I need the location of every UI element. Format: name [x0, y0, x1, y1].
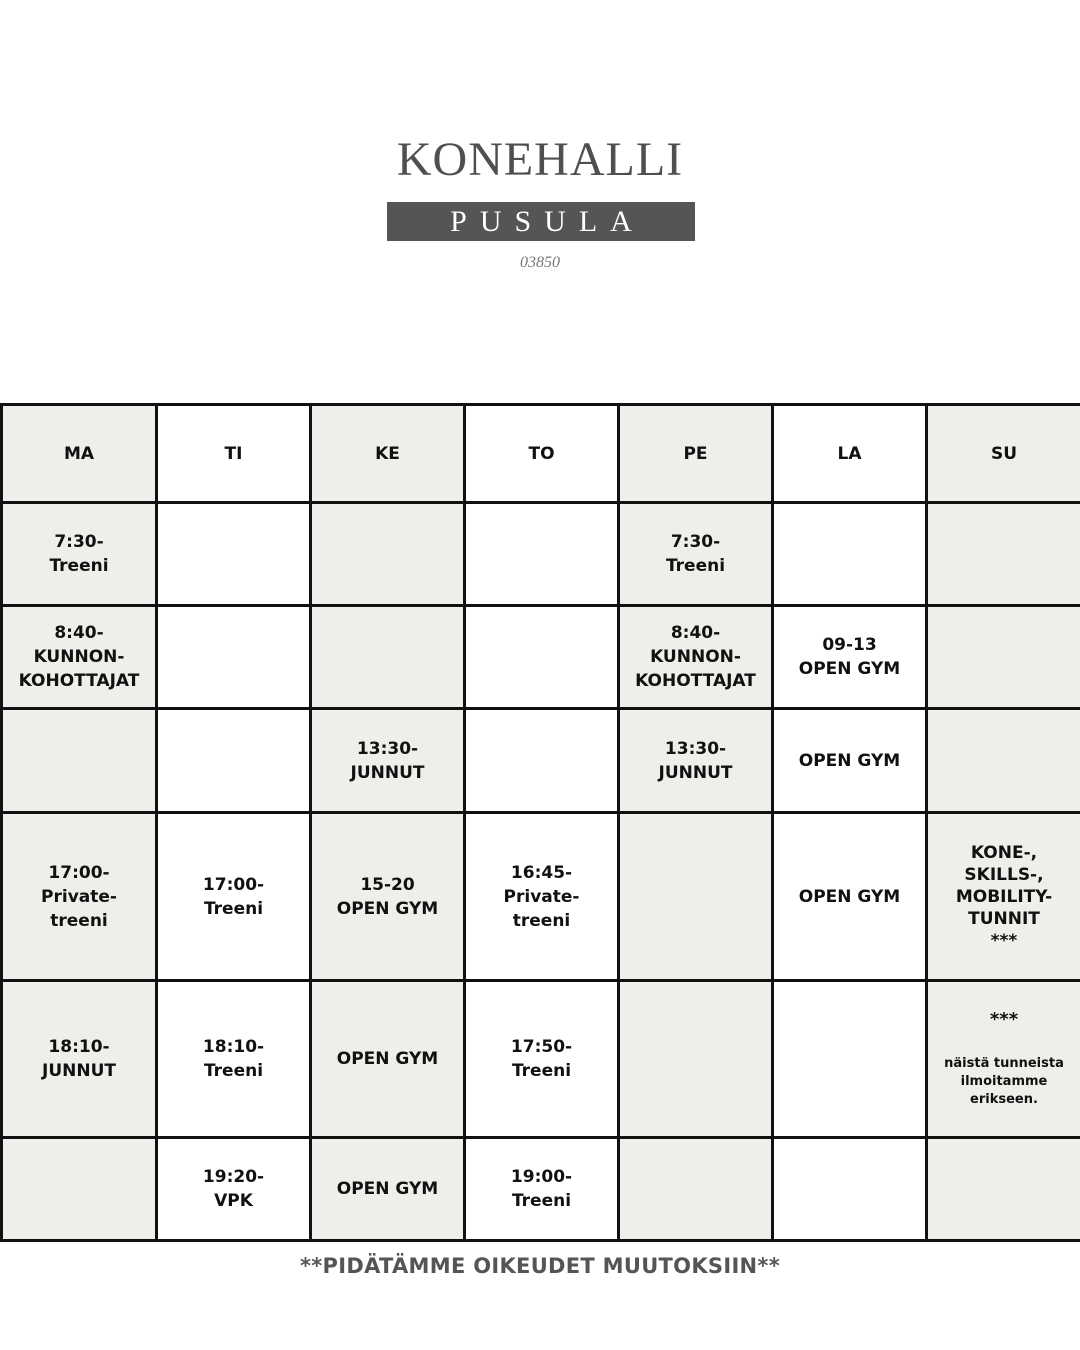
schedule-cell: 09-13 OPEN GYM [773, 606, 927, 709]
postal-code: 03850 [520, 254, 560, 271]
schedule-cell: OPEN GYM [311, 981, 465, 1138]
brand-subtitle-bar: PUSULA [387, 202, 695, 241]
schedule-cell: 15-20 OPEN GYM [311, 813, 465, 981]
schedule-cell [927, 709, 1080, 813]
schedule-cell [773, 503, 927, 606]
day-header-ti: TI [157, 405, 311, 503]
schedule-cell [773, 981, 927, 1138]
schedule-row [2, 606, 1080, 709]
schedule-note-cell [927, 981, 1080, 1138]
schedule-cell [465, 503, 619, 606]
schedule-cell [619, 981, 773, 1138]
note-text: näistä tunneista ilmoitamme erikseen. [944, 1056, 1064, 1107]
schedule-cell [157, 709, 311, 813]
schedule-cell [311, 503, 465, 606]
footer-disclaimer: **PIDÄTÄMME OIKEUDET MUUTOKSIIN** [299, 1254, 780, 1278]
schedule-cell: 7:30- Treeni [619, 503, 773, 606]
schedule-cell: 13:30- JUNNUT [619, 709, 773, 813]
schedule-cell: 17:50- Treeni [465, 981, 619, 1138]
day-header-row [2, 405, 1080, 503]
day-header-ke: KE [311, 405, 465, 503]
schedule-cell: OPEN GYM [773, 709, 927, 813]
schedule-cell [157, 606, 311, 709]
schedule-cell: 18:10- Treeni [157, 981, 311, 1138]
schedule-cell [157, 503, 311, 606]
weekly-schedule-table [0, 403, 1080, 1242]
schedule-cell: 19:20- VPK [157, 1138, 311, 1241]
schedule-cell: 16:45- Private- treeni [465, 813, 619, 981]
schedule-cell: 13:30- JUNNUT [311, 709, 465, 813]
schedule-cell: 19:00- Treeni [465, 1138, 619, 1241]
schedule-cell [619, 813, 773, 981]
day-header-su: SU [927, 405, 1080, 503]
schedule-cell: 7:30- Treeni [2, 503, 157, 606]
schedule-row [2, 813, 1080, 981]
schedule-cell [2, 1138, 157, 1241]
schedule-cell [927, 1138, 1080, 1241]
schedule-cell [927, 606, 1080, 709]
schedule-cell [465, 606, 619, 709]
schedule-row [2, 709, 1080, 813]
schedule-cell [311, 606, 465, 709]
schedule-cell [2, 709, 157, 813]
day-header-ma: MA [2, 405, 157, 503]
schedule-cell [927, 503, 1080, 606]
schedule-cell [619, 1138, 773, 1241]
day-header-to: TO [465, 405, 619, 503]
note-stars: *** [989, 1009, 1019, 1030]
schedule-cell: OPEN GYM [311, 1138, 465, 1241]
schedule-cell: 17:00- Private- treeni [2, 813, 157, 981]
schedule-cell: 18:10- JUNNUT [2, 981, 157, 1138]
schedule-cell: 17:00- Treeni [157, 813, 311, 981]
schedule-row [2, 981, 1080, 1138]
schedule-cell [465, 709, 619, 813]
schedule-row [2, 503, 1080, 606]
schedule-cell: 8:40- KUNNON- KOHOTTAJAT [619, 606, 773, 709]
schedule-cell: KONE-, SKILLS-, MOBILITY- TUNNIT *** [927, 813, 1080, 981]
schedule-cell: 8:40- KUNNON- KOHOTTAJAT [2, 606, 157, 709]
schedule-cell: OPEN GYM [773, 813, 927, 981]
schedule-row [2, 1138, 1080, 1241]
schedule-cell [773, 1138, 927, 1241]
day-header-la: LA [773, 405, 927, 503]
brand-title: KONEHALLI [396, 133, 684, 186]
day-header-pe: PE [619, 405, 773, 503]
